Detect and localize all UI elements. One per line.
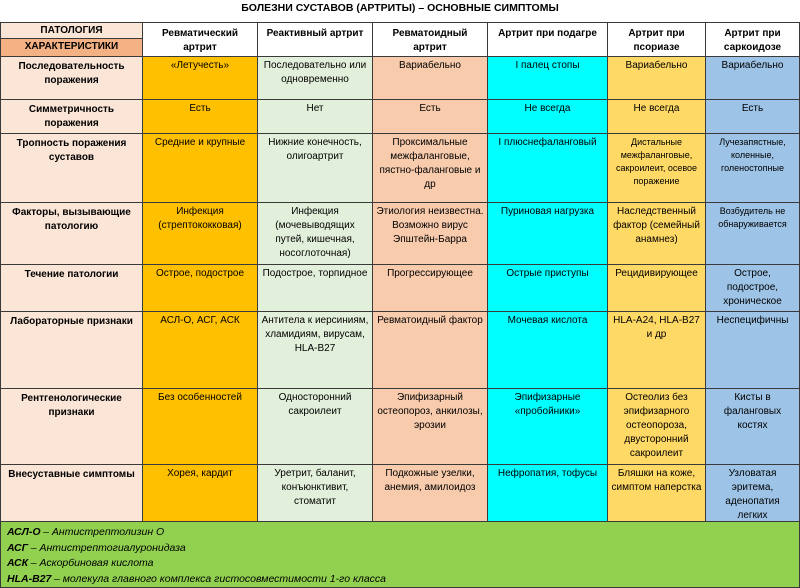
- row-header-xray-signs: Рентгенологические признаки: [0, 389, 143, 465]
- cell-extra-reactive: Уретрит, баланит, конъюнктивит, стоматит: [258, 465, 373, 522]
- cell-tropism-sarcoid: Лучезапястные, коленные, голеностопные: [706, 134, 800, 203]
- cell-course-reactive: Подострое, торпидное: [258, 265, 373, 312]
- cell-course-sarcoid: Острое, подострое, хроническое: [706, 265, 800, 312]
- cell-sequence-sarcoid: Вариабельно: [706, 57, 800, 100]
- column-header-psoriatic: Артрит при псориазе: [608, 22, 706, 57]
- cell-extra-rheumatic: Хорея, кардит: [143, 465, 258, 522]
- cell-xray-psoriatic: Остеолиз без эпифизарного остеопороза, двусторонний сакроилеит: [608, 389, 706, 465]
- cell-course-gout: Острые приступы: [488, 265, 608, 312]
- cell-lab-rheumatoid: Ревматоидный фактор: [373, 312, 488, 389]
- legend-abbreviation: АСК: [7, 557, 29, 569]
- legend-abbreviation: АСГ: [7, 541, 29, 554]
- pathology-header: ПАТОЛОГИЯ: [1, 23, 142, 39]
- characteristics-header: ХАРАКТЕРИСТИКИ: [1, 39, 142, 56]
- legend: [0, 522, 800, 588]
- row-header-extra-articular: Внесуставные симптомы: [0, 465, 143, 522]
- row-header-lab-signs: Лабораторные признаки: [0, 312, 143, 389]
- cell-sequence-rheumatic: «Летучесть»: [143, 57, 258, 100]
- cell-symmetry-rheumatoid: Есть: [373, 100, 488, 134]
- cell-lab-rheumatic: АСЛ-О, АСГ, АСК: [143, 312, 258, 389]
- cell-causes-rheumatic: Инфекция (стрептококковая): [143, 203, 258, 265]
- cell-sequence-reactive: Последовательно или одновременно: [258, 57, 373, 100]
- cell-sequence-rheumatoid: Вариабельно: [373, 57, 488, 100]
- cell-symmetry-psoriatic: Не всегда: [608, 100, 706, 134]
- column-header-sarcoid: Артрит при саркоидозе: [706, 22, 800, 57]
- column-header-gout: Артрит при подагре: [488, 22, 608, 57]
- cell-extra-rheumatoid: Подкожные узелки, анемия, амилоидоз: [373, 465, 488, 522]
- column-header-rheumatic: Ревматический артрит: [143, 22, 258, 57]
- cell-lab-sarcoid: Неспецифичны: [706, 312, 800, 389]
- cell-course-rheumatic: Острое, подострое: [143, 265, 258, 312]
- row-header-joint-tropism: Тропность поражения суставов: [0, 134, 143, 203]
- row-header-course: Течение патологии: [0, 265, 143, 312]
- cell-tropism-gout: I плюснефаланговый: [488, 134, 608, 203]
- cell-xray-reactive: Односторонний сакроилеит: [258, 389, 373, 465]
- legend-item: [7, 541, 793, 557]
- legend-definition: – молекула главного комплекса гистосовместимости 1-го класса: [53, 572, 387, 585]
- column-header-reactive: Реактивный артрит: [258, 22, 373, 57]
- row-header-causes: Факторы, вызывающие патологию: [0, 203, 143, 265]
- cell-causes-psoriatic: Наследственный фактор (семейный анамнез): [608, 203, 706, 265]
- legend-abbreviation: АСЛ-О: [7, 526, 41, 538]
- cell-symmetry-reactive: Нет: [258, 100, 373, 134]
- cell-xray-rheumatoid: Эпифизарный остеопороз, анкилозы, эрозии: [373, 389, 488, 465]
- cell-symmetry-gout: Не всегда: [488, 100, 608, 134]
- cell-course-psoriatic: Рецидивирующее: [608, 265, 706, 312]
- cell-tropism-reactive: Нижние конечность, олигоартрит: [258, 134, 373, 203]
- legend-definition: – Антистрептолизин О: [43, 526, 165, 538]
- cell-causes-reactive: Инфекция (мочевыводящих путей, кишечная, носоглоточная): [258, 203, 373, 265]
- cell-tropism-psoriatic: Дистальные межфаланговые, сакроилеит, осевое поражение: [608, 134, 706, 203]
- cell-extra-gout: Нефропатия, тофусы: [488, 465, 608, 522]
- column-header-rheumatoid: Ревматоидный артрит: [373, 22, 488, 57]
- cell-tropism-rheumatic: Средние и крупные: [143, 134, 258, 203]
- cell-sequence-gout: I палец стопы: [488, 57, 608, 100]
- row-header-symmetry: Симметричность поражения: [0, 100, 143, 134]
- cell-extra-sarcoid: Узловатая эритема, аденопатия легких: [706, 465, 800, 522]
- legend-definition: – Антистрептогиалуронидаза: [30, 541, 186, 554]
- cell-symmetry-sarcoid: Есть: [706, 100, 800, 134]
- legend-definition: – Аскорбиновая кислота: [30, 557, 154, 569]
- symptom-table: [0, 22, 800, 522]
- cell-lab-reactive: Антитела к иерсиниям, хламидиям, вирусам, HLA-B27: [258, 312, 373, 389]
- cell-lab-gout: Мочевая кислота: [488, 312, 608, 389]
- legend-item: [7, 556, 793, 572]
- cell-extra-psoriatic: Бляшки на коже, симптом наперстка: [608, 465, 706, 522]
- cell-causes-rheumatoid: Этиология неизвестна. Возможно вирус Эпштейн-Барра: [373, 203, 488, 265]
- row-header-sequence: Последовательность поражения: [0, 57, 143, 100]
- legend-abbreviation: HLA-B27: [7, 572, 52, 585]
- cell-lab-psoriatic: HLA-A24, HLA-B27 и др: [608, 312, 706, 389]
- corner-header-cell: [0, 22, 143, 57]
- page-title: БОЛЕЗНИ СУСТАВОВ (АРТРИТЫ) – ОСНОВНЫЕ СИМПТОМЫ: [241, 2, 559, 14]
- cell-causes-sarcoid: Возбудитель не обнаруживается: [706, 203, 800, 265]
- cell-sequence-psoriatic: Вариабельно: [608, 57, 706, 100]
- cell-tropism-rheumatoid: Проксимальные межфаланговые, пястно-фаланговые и др: [373, 134, 488, 203]
- legend-item: [7, 525, 793, 541]
- cell-causes-gout: Пуриновая нагрузка: [488, 203, 608, 265]
- cell-xray-sarcoid: Кисты в фаланговых костях: [706, 389, 800, 465]
- cell-xray-gout: Эпифизарные «пробойники»: [488, 389, 608, 465]
- legend-item: [7, 572, 793, 588]
- cell-xray-rheumatic: Без особенностей: [143, 389, 258, 465]
- cell-course-rheumatoid: Прогрессирующее: [373, 265, 488, 312]
- cell-symmetry-rheumatic: Есть: [143, 100, 258, 134]
